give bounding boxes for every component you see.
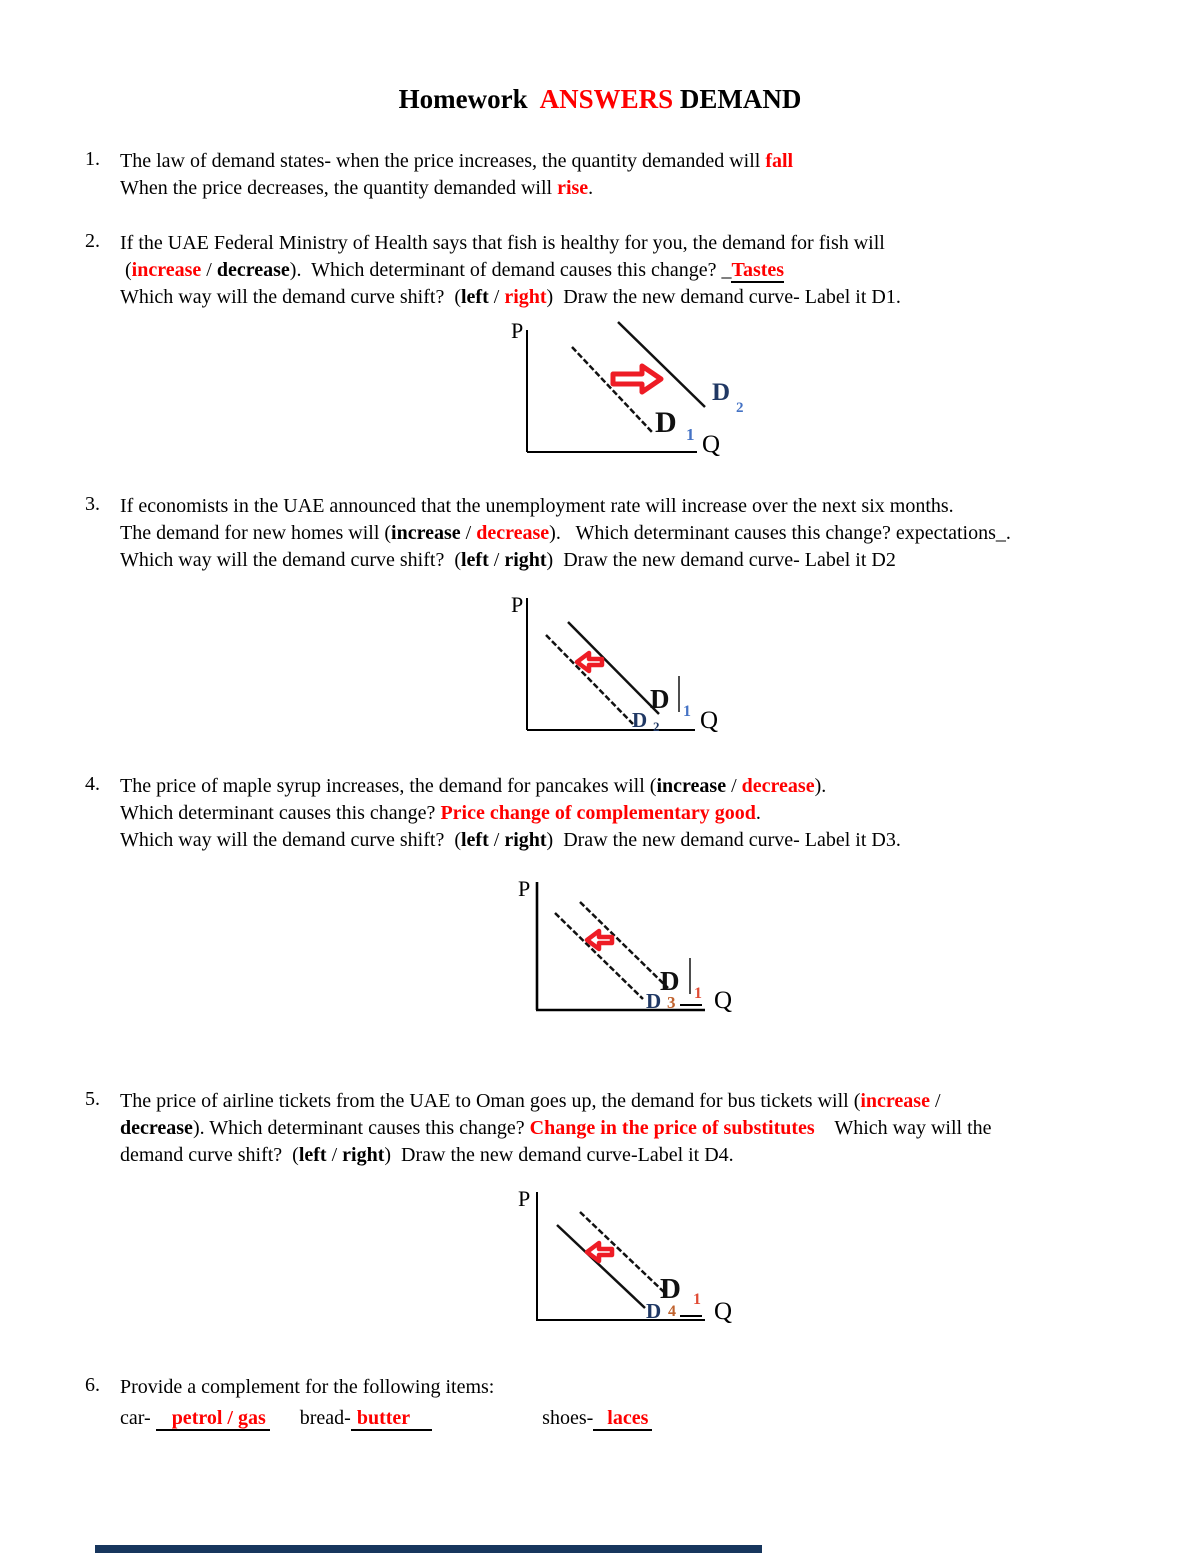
curve-d2-subscript: 2 bbox=[736, 400, 744, 416]
curve-d2-subscript: 2 bbox=[653, 719, 660, 734]
question-2 bbox=[85, 230, 1175, 311]
q1-text-2: When the price decreases, the quantity demanded will bbox=[120, 177, 558, 199]
demand-shift-diagram-2 bbox=[503, 586, 793, 741]
q2-option-decrease: decrease bbox=[216, 259, 290, 281]
q2-paren: ( bbox=[120, 259, 132, 281]
q4-text-3: Which way will the demand curve shift? ( bbox=[120, 829, 461, 851]
q5-answer-increase: increase bbox=[860, 1090, 930, 1112]
curve-d1-label: D bbox=[660, 966, 680, 996]
q5-answer-determinant: Change in the price of substitutes bbox=[529, 1117, 815, 1139]
price-axis-label: P bbox=[518, 876, 531, 901]
q3-text-4: Which way will the demand curve shift? ( bbox=[120, 549, 461, 571]
q5-text-4: demand curve shift? ( bbox=[120, 1144, 299, 1166]
question-5-line-1 bbox=[120, 1088, 1175, 1115]
price-axis-label: P bbox=[518, 1186, 531, 1211]
question-1-line-1 bbox=[120, 148, 1175, 175]
question-6-line-1 bbox=[120, 1374, 1175, 1401]
question-4-line-1 bbox=[120, 773, 1175, 800]
q2-slash: / bbox=[201, 259, 217, 281]
q1-answer-rise: rise bbox=[557, 177, 589, 199]
question-4-number: 4. bbox=[85, 773, 100, 795]
q1-period: . bbox=[588, 177, 594, 199]
q2-answer-right: right bbox=[504, 286, 547, 308]
question-3-number: 3. bbox=[85, 493, 100, 515]
q4-paren-close: ). bbox=[814, 775, 827, 797]
q4-option-left: left bbox=[461, 829, 489, 851]
question-3 bbox=[85, 493, 1175, 574]
page-title bbox=[0, 84, 1200, 115]
curve-d1-label: D bbox=[650, 684, 670, 714]
q5-option-right: right bbox=[342, 1144, 385, 1166]
footer-bar bbox=[95, 1545, 762, 1553]
quantity-axis-label: Q bbox=[714, 987, 733, 1014]
q3-option-increase: increase bbox=[391, 522, 461, 544]
title-prefix: Homework bbox=[398, 84, 535, 114]
q4-text: The price of maple syrup increases, the demand for pancakes will ( bbox=[120, 775, 657, 797]
q6-shoes-label: shoes- bbox=[542, 1407, 594, 1429]
q3-option-left: left bbox=[461, 549, 489, 571]
q5-option-decrease: decrease bbox=[120, 1117, 193, 1139]
demand-shift-diagram-1 bbox=[503, 310, 793, 470]
question-6-line-2 bbox=[120, 1405, 1175, 1432]
q3-answer-decrease: decrease bbox=[476, 522, 550, 544]
q2-text-2: ). Which determinant of demand causes this change? _ bbox=[289, 259, 732, 281]
q2-answer-tastes: Tastes bbox=[731, 259, 785, 281]
q6-text: Provide a complement for the following items: bbox=[120, 1376, 495, 1398]
shift-left-arrow-icon bbox=[577, 653, 602, 671]
q5-slash: / bbox=[929, 1090, 941, 1112]
q4-option-right: right bbox=[504, 829, 547, 851]
question-2-number: 2. bbox=[85, 230, 100, 252]
curve-d1-subscript: 1 bbox=[683, 703, 691, 720]
q1-answer-fall: fall bbox=[765, 150, 794, 172]
q2-answer-increase: increase bbox=[131, 259, 202, 281]
curve-d3-label: D bbox=[646, 989, 662, 1013]
q3-option-right: right bbox=[504, 549, 547, 571]
q2-slash-2: / bbox=[488, 286, 505, 308]
curve-d4-subscript: 4 bbox=[668, 1303, 676, 1320]
q6-car-label: car- bbox=[120, 1407, 156, 1429]
question-5-number: 5. bbox=[85, 1088, 100, 1110]
q4-text-2: Which determinant causes this change? bbox=[120, 802, 441, 824]
q6-answer-shoes: laces bbox=[607, 1407, 649, 1429]
demand-curve-d4 bbox=[557, 1225, 645, 1308]
q5-text: The price of airline tickets from the UAE to Oman goes up, the demand for bus tickets will ( bbox=[120, 1090, 861, 1112]
q5-text-5: ) Draw the new demand curve-Label it D4. bbox=[384, 1144, 734, 1166]
q5-slash-2: / bbox=[326, 1144, 343, 1166]
curve-d2-label: D bbox=[712, 379, 731, 406]
q4-slash: / bbox=[726, 775, 742, 797]
question-2-line-3 bbox=[120, 284, 1175, 311]
question-3-line-3 bbox=[120, 547, 1175, 574]
q3-text: If economists in the UAE announced that the unemployment rate will increase over the next six months. bbox=[120, 495, 954, 517]
curve-d3-subscript: 3 bbox=[667, 993, 676, 1012]
shift-right-arrow-icon bbox=[613, 366, 661, 392]
shift-left-arrow-icon bbox=[587, 931, 612, 949]
q6-answer-bread: butter bbox=[356, 1407, 411, 1429]
question-4 bbox=[85, 773, 1175, 854]
price-axis-label: P bbox=[511, 318, 524, 343]
q3-slash: / bbox=[460, 522, 477, 544]
question-2-line-1 bbox=[120, 230, 1175, 257]
q6-bread-label: bread- bbox=[299, 1407, 351, 1429]
q3-text-2: The demand for new homes will ( bbox=[120, 522, 392, 544]
question-6 bbox=[85, 1374, 1175, 1432]
q5-option-left: left bbox=[298, 1144, 327, 1166]
demand-curve-d2 bbox=[546, 635, 633, 724]
demand-curve-d2 bbox=[618, 322, 705, 407]
quantity-axis-label: Q bbox=[700, 707, 719, 734]
question-5 bbox=[85, 1088, 1175, 1169]
question-5-line-2 bbox=[120, 1115, 1175, 1142]
q4-text-4: ) Draw the new demand curve- Label it D3. bbox=[546, 829, 901, 851]
q3-text-3: ). Which determinant causes this change? expectations_. bbox=[549, 522, 1011, 544]
question-1 bbox=[85, 148, 1175, 202]
q3-text-5: ) Draw the new demand curve- Label it D2 bbox=[546, 549, 896, 571]
quantity-axis-label: Q bbox=[702, 431, 721, 458]
q4-slash-2: / bbox=[488, 829, 505, 851]
question-6-number: 6. bbox=[85, 1374, 100, 1396]
q4-answer-determinant: Price change of complementary good bbox=[440, 802, 756, 824]
q5-text-2: ). Which determinant causes this change? bbox=[192, 1117, 530, 1139]
q1-text: The law of demand states- when the price increases, the quantity demanded will bbox=[120, 150, 766, 172]
q6-car-blank bbox=[156, 1407, 270, 1431]
q4-option-increase: increase bbox=[656, 775, 727, 797]
question-4-line-3 bbox=[120, 827, 1175, 854]
question-3-line-2 bbox=[120, 520, 1175, 547]
curve-d1-label: D bbox=[660, 1273, 681, 1305]
question-4-line-2 bbox=[120, 800, 1175, 827]
q4-period: . bbox=[755, 802, 761, 824]
demand-curve-d3 bbox=[555, 913, 643, 999]
quantity-axis-label: Q bbox=[714, 1298, 733, 1325]
q3-slash-2: / bbox=[488, 549, 505, 571]
q6-answer-car: petrol / gas bbox=[171, 1407, 266, 1429]
q2-text-3: Which way will the demand curve shift? ( bbox=[120, 286, 461, 308]
q2-option-left: left bbox=[461, 286, 489, 308]
q4-answer-decrease: decrease bbox=[741, 775, 815, 797]
q6-shoes-blank bbox=[593, 1407, 652, 1431]
demand-shift-diagram-4 bbox=[508, 1180, 798, 1335]
question-1-number: 1. bbox=[85, 148, 100, 170]
curve-d1-subscript: 1 bbox=[694, 985, 702, 1002]
q2-text-4: ) Draw the new demand curve- Label it D1. bbox=[546, 286, 901, 308]
question-2-line-2 bbox=[120, 257, 1175, 284]
title-answers: ANSWERS bbox=[534, 84, 674, 114]
price-axis-label: P bbox=[511, 592, 524, 617]
q2-text: If the UAE Federal Ministry of Health says that fish is healthy for you, the demand for fish will bbox=[120, 232, 885, 254]
title-suffix: DEMAND bbox=[673, 84, 802, 114]
curve-d2-label: D bbox=[632, 708, 648, 732]
curve-d1-subscript: 1 bbox=[693, 1291, 701, 1308]
curve-d4-label: D bbox=[646, 1299, 662, 1323]
question-3-line-1 bbox=[120, 493, 1175, 520]
curve-d1-label: D bbox=[655, 406, 677, 439]
demand-shift-diagram-3 bbox=[508, 870, 798, 1025]
question-5-line-3 bbox=[120, 1142, 1175, 1169]
q5-text-3: Which way will the bbox=[814, 1117, 992, 1139]
q6-bread-blank bbox=[351, 1407, 432, 1431]
question-1-line-2 bbox=[120, 175, 1175, 202]
curve-d1-subscript: 1 bbox=[686, 425, 695, 444]
